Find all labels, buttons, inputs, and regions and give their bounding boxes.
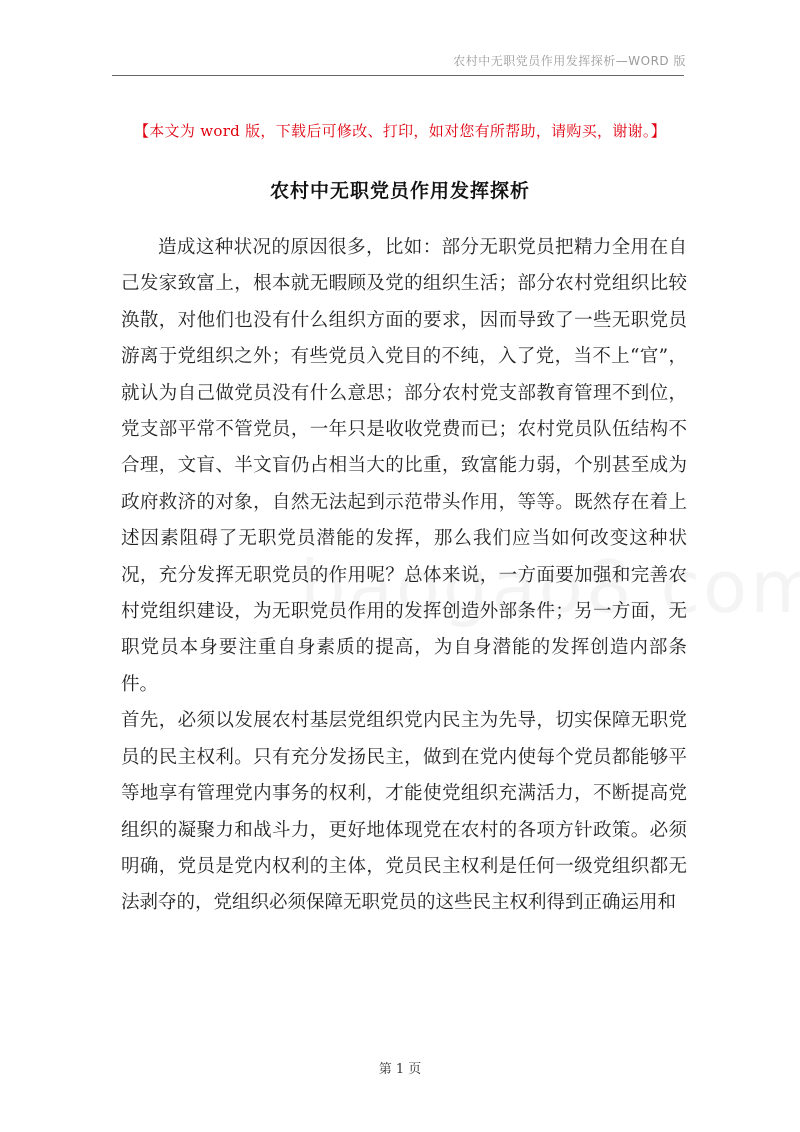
running-header: 农村中无职党员作用发挥探析—WORD 版: [453, 54, 686, 68]
document-body: [121, 230, 687, 922]
header-divider: [112, 75, 684, 76]
page-number: 第 1 页: [378, 1062, 422, 1077]
paragraph-2: 首先，必须以发展农村基层党组织党内民主为先导，切实保障无职党员的民主权利。只有充分发扬民主，做到在党内使每个党员都能够平等地享有管理党内事务的权利，才能使党组织充满活力，不断提高党组织的凝聚力和战斗力，更好地体现党在农村的各项方针政策。必须明确，党员是党内权利的主体，党员民主权利是任何一级党组织都无法剥夺的，党组织必须保障无职党员的这些民主权利得到正确运用和: [121, 710, 687, 914]
paragraph-1: 造成这种状况的原因很多，比如：部分无职党员把精力全用在自己发家致富上，根本就无暇顾及党的组织生活；部分农村党组织比较涣散，对他们也没有什么组织方面的要求，因而导致了一些无职党员游离于党组织之外；有些党员入党目的不纯，入了党，当不上“官”，就认为自己做党员没有什么意思；部分农村党支部教育管理不到位，党支部平常不管党员，一年只是收收党费而已；农村党员队伍结构不合理，文盲、半文盲仍占相当大的比重，致富能力弱，个别甚至成为政府救济的对象，自然无法起到示范带头作用，等等。既然存在着上述因素阻碍了无职党员潜能的发挥，那么我们应当如何改变这种状况，充分发挥无职党员的作用呢？总体来说，一方面要加强和完善农村党组织建设，为无职党员作用的发挥创造外部条件；另一方面，无职党员本身要注重自身素质的提高，为自身潜能的发挥创造内部条件。: [121, 237, 687, 695]
download-notice: 【本文为 word 版，下载后可修改、打印，如对您有所帮助，请购买，谢谢。】: [133, 122, 667, 140]
document-title: 农村中无职党员作用发挥探析: [269, 180, 530, 202]
